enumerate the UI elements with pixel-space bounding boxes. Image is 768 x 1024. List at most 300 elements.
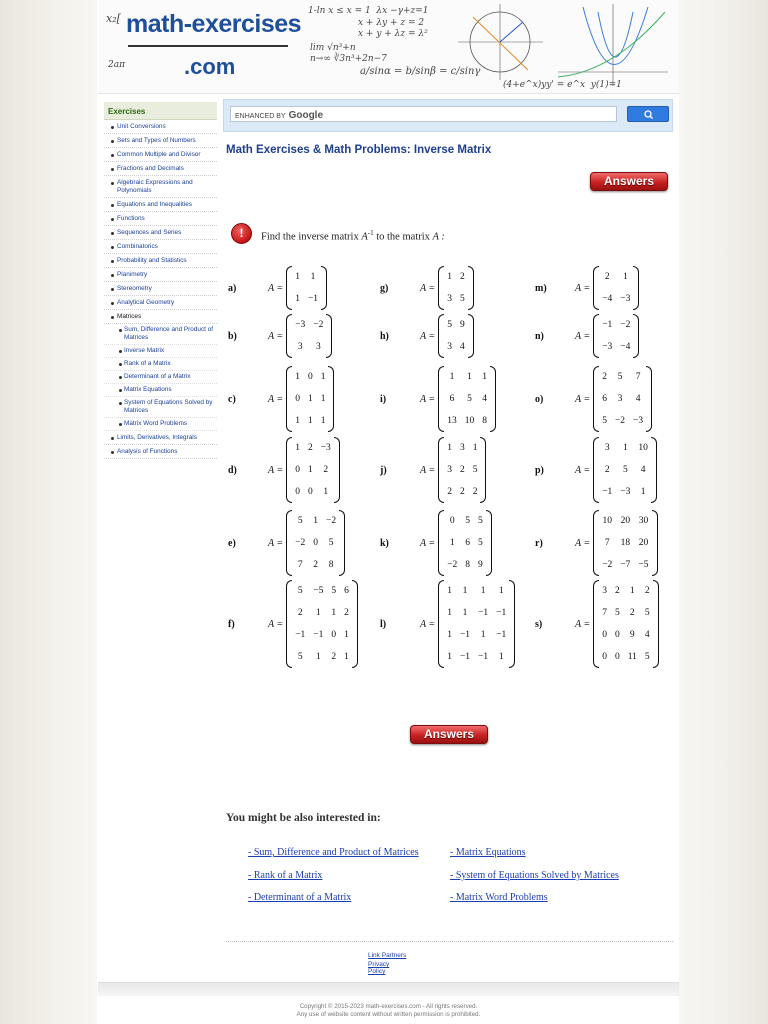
- matrix-cell: −1: [307, 294, 319, 304]
- sidebar-item-label: Probability and Statistics: [117, 257, 187, 264]
- matrix-a-equals: A =: [268, 393, 284, 405]
- matrix-cell: 1: [295, 443, 300, 453]
- unit-circle-sketch: [453, 2, 548, 82]
- matrix-cell: 0: [614, 630, 620, 640]
- matrix: [593, 314, 639, 358]
- matrix-cell: 11: [627, 652, 637, 662]
- bullet-icon: [119, 363, 122, 366]
- matrix-cell: −2: [447, 560, 458, 570]
- matrix-cell: 5: [297, 586, 303, 596]
- sidebar-item-label: Stereometry: [117, 285, 152, 292]
- matrix-cell: 5: [614, 608, 620, 618]
- problem-label: j): [380, 464, 387, 476]
- matrix-cell: 2: [459, 465, 465, 475]
- header-doodle: x + λy + z = 2: [358, 18, 425, 28]
- matrix-a-equals: A =: [575, 618, 591, 630]
- sidebar-subitem-word-problems[interactable]: [104, 418, 217, 431]
- problem-label: r): [535, 537, 543, 549]
- matrix-cell: 3: [602, 586, 607, 596]
- logo-underline: [128, 45, 288, 47]
- matrix-cell: 0: [307, 487, 313, 497]
- matrix: [286, 437, 340, 503]
- matrix-a-equals: A =: [420, 393, 436, 405]
- related-link-matrix-equations[interactable]: - Matrix Equations: [450, 847, 526, 858]
- matrix-cell: 1: [307, 416, 313, 426]
- matrix-cell: 0: [602, 652, 607, 662]
- problem-k: [380, 510, 492, 576]
- sidebar-item-analytical-geometry[interactable]: [104, 296, 217, 310]
- instruction-part: Find the inverse matrix: [261, 231, 362, 243]
- problem-label: m): [535, 282, 547, 294]
- copyright-notice: Any use of website content without written permission is prohibited.: [296, 1011, 481, 1018]
- matrix: [438, 366, 496, 432]
- matrix-cell: 2: [644, 586, 650, 596]
- matrix-cell: 20: [638, 538, 649, 548]
- matrix: [593, 437, 657, 503]
- matrix-cell: 2: [604, 272, 610, 282]
- sidebar-subitem-inverse-matrix[interactable]: [104, 345, 217, 358]
- related-link-word-problems[interactable]: - Matrix Word Problems: [450, 892, 548, 903]
- header-doodle: 1-ln x ≤ x = 1 λx −γ+z=1: [308, 6, 429, 16]
- matrix-cell: 5: [331, 586, 337, 596]
- matrix-cell: 1: [320, 372, 326, 382]
- matrix-a-equals: A =: [268, 464, 284, 476]
- sidebar-item-multiple-divisor[interactable]: [104, 148, 217, 162]
- matrix-cell: 0: [602, 630, 607, 640]
- matrix-cell: 1: [480, 586, 486, 596]
- matrix-cell: 0: [449, 516, 455, 526]
- matrix-cell: 0: [331, 630, 337, 640]
- matrix-cell: 3: [447, 465, 452, 475]
- matrix-cell: −3: [602, 342, 613, 352]
- matrix-cell: 0: [307, 372, 313, 382]
- answers-button-bottom[interactable]: Answers: [410, 725, 488, 744]
- matrix-cell: 5: [478, 538, 483, 548]
- matrix-cell: 5: [617, 372, 623, 382]
- matrix-a-equals: A =: [575, 282, 591, 294]
- matrix-cell: 1: [307, 394, 313, 404]
- matrix-cell: 30: [638, 516, 649, 526]
- problem-r: [535, 510, 658, 576]
- sidebar-subitem-label: System of Equations Solved by Matrices: [124, 399, 213, 414]
- problem-j: [380, 437, 486, 503]
- sidebar-item-algebraic-expressions[interactable]: [104, 176, 217, 198]
- matrix-cell: 7: [602, 608, 607, 618]
- related-link-sum-difference-product[interactable]: - Sum, Difference and Product of Matrices: [248, 847, 419, 858]
- matrix-cell: −1: [602, 320, 613, 330]
- bullet-icon: [119, 329, 122, 332]
- matrix-cell: 1: [482, 372, 487, 382]
- sidebar-item-label: Algebraic Expressions and Polynomials: [117, 179, 193, 194]
- matrix-cell: 1: [449, 372, 455, 382]
- matrix: [438, 580, 515, 668]
- matrix: [286, 314, 332, 358]
- matrix: [286, 266, 327, 310]
- sidebar-item-label: Functions: [117, 215, 145, 222]
- sidebar-item-unit-conversions[interactable]: [104, 120, 217, 134]
- function-graph-sketch: [553, 2, 673, 87]
- site-logo-com[interactable]: .com: [184, 54, 236, 79]
- matrix-cell: 2: [614, 586, 620, 596]
- sidebar-heading: Exercises: [104, 102, 217, 120]
- matrix-cell: 1: [467, 372, 472, 382]
- matrix-cell: 4: [459, 342, 465, 352]
- matrix-cell: 1: [315, 652, 321, 662]
- sidebar: [104, 102, 217, 459]
- sidebar-subitem-label: Matrix Word Problems: [124, 420, 188, 427]
- matrix-a-equals: A =: [268, 282, 284, 294]
- matrix-cell: −2: [295, 538, 306, 548]
- matrix-cell: 1: [307, 465, 313, 475]
- matrix-cell: 10: [638, 443, 648, 453]
- problem-i: [380, 366, 496, 432]
- matrix-cell: 1: [447, 443, 452, 453]
- matrix-cell: 1: [447, 586, 452, 596]
- matrix-cell: 7: [604, 538, 610, 548]
- matrix: [438, 266, 474, 310]
- problem-h: [380, 314, 474, 358]
- header-doodle: (4+e^x)yy' = e^x y(1)=1: [503, 80, 622, 90]
- matrix-cell: 0: [313, 538, 319, 548]
- sidebar-item-analysis[interactable]: [104, 445, 217, 459]
- sidebar-item-label: Analytical Geometry: [117, 299, 175, 306]
- sidebar-subitem-systems-of-equations[interactable]: [104, 397, 217, 418]
- problem-label: s): [535, 618, 543, 630]
- matrix: [593, 266, 639, 310]
- matrix-cell: 1: [447, 608, 452, 618]
- sidebar-subitem-label: Matrix Equations: [124, 386, 172, 393]
- instruction-part: -1: [367, 229, 374, 237]
- matrix-cell: −2: [614, 416, 626, 426]
- header-doodle: 2aπ: [108, 60, 126, 70]
- problem-d: [228, 437, 340, 503]
- link-partners-link[interactable]: Link Partners: [368, 952, 407, 959]
- matrix-cell: 0: [295, 394, 300, 404]
- bullet-icon: [111, 218, 114, 221]
- page: [98, 0, 679, 1024]
- matrix-cell: −1: [295, 630, 306, 640]
- sidebar-subitem-sum-difference-product[interactable]: [104, 324, 217, 345]
- matrix-cell: 2: [602, 372, 607, 382]
- problem-label: k): [380, 537, 389, 549]
- matrix-cell: 6: [449, 394, 455, 404]
- matrix-a-equals: A =: [268, 330, 284, 342]
- problem-label: b): [228, 330, 237, 342]
- matrix-cell: 5: [465, 516, 471, 526]
- matrix-cell: −1: [478, 652, 489, 662]
- sidebar-item-label: Unit Conversions: [117, 123, 166, 130]
- search-input[interactable]: [230, 106, 617, 122]
- sidebar-item-label: Sets and Types of Numbers: [117, 137, 196, 144]
- matrix-cell: 1: [310, 272, 316, 282]
- sidebar-item-planimetry[interactable]: [104, 268, 217, 282]
- matrix-cell: 1: [472, 443, 478, 453]
- problem-label: a): [228, 282, 237, 294]
- matrix-cell: −3: [320, 443, 331, 453]
- sidebar-item-label: Limits, Derivatives, Integrals: [117, 434, 197, 441]
- matrix-cell: 3: [447, 342, 452, 352]
- google-logo: Google: [288, 110, 324, 121]
- matrix-cell: 1: [331, 608, 337, 618]
- sidebar-item-probability[interactable]: [104, 254, 217, 268]
- sidebar-item-functions[interactable]: [104, 212, 217, 226]
- matrix-cell: −4: [620, 342, 631, 352]
- matrix-cell: −2: [620, 320, 631, 330]
- problem-label: g): [380, 282, 389, 294]
- matrix-cell: 7: [635, 372, 641, 382]
- sidebar-item-label: Fractions and Decimals: [117, 165, 184, 172]
- problem-label: f): [228, 618, 235, 630]
- related-title: You might be also interested in:: [226, 812, 381, 824]
- matrix: [593, 510, 657, 576]
- matrix-cell: 3: [459, 443, 465, 453]
- sidebar-item-sets-and-numbers[interactable]: [104, 134, 217, 148]
- matrix-a-equals: A =: [268, 537, 284, 549]
- matrix-cell: 1: [344, 652, 349, 662]
- matrix-a-equals: A =: [268, 618, 284, 630]
- sidebar-item-limits[interactable]: [104, 431, 217, 445]
- matrix-cell: −1: [496, 608, 507, 618]
- header-doodle: x + y + λz = λ²: [358, 29, 428, 39]
- matrix-a-equals: A =: [420, 330, 436, 342]
- matrix: [438, 437, 486, 503]
- matrix-cell: 0: [614, 652, 620, 662]
- sidebar-subitem-rank[interactable]: [104, 358, 217, 371]
- problem-label: h): [380, 330, 389, 342]
- sidebar-subitem-label: Inverse Matrix: [124, 347, 165, 354]
- matrix-cell: 6: [344, 586, 349, 596]
- bullet-icon: [111, 260, 114, 263]
- problem-s: [535, 580, 659, 668]
- bullet-icon: [111, 168, 114, 171]
- instruction-part: A: [361, 231, 368, 243]
- sidebar-item-sequences[interactable]: [104, 226, 217, 240]
- header-doodle: lim √n³+n: [310, 43, 356, 53]
- matrix-cell: 2: [323, 465, 329, 475]
- matrix-cell: 1: [447, 652, 452, 662]
- matrix-cell: 8: [482, 416, 487, 426]
- matrix-cell: 5: [472, 465, 478, 475]
- sidebar-item-combinatorics[interactable]: [104, 240, 217, 254]
- matrix-cell: 2: [344, 608, 349, 618]
- matrix-cell: 4: [644, 630, 650, 640]
- problem-label: p): [535, 464, 544, 476]
- matrix: [593, 366, 652, 432]
- bullet-icon: [111, 232, 114, 235]
- matrix-cell: −1: [602, 487, 613, 497]
- matrix-cell: −1: [313, 630, 324, 640]
- matrix-cell: −1: [478, 608, 489, 618]
- matrix-cell: −5: [638, 560, 649, 570]
- matrix-cell: 2: [297, 608, 303, 618]
- problem-c: [228, 366, 334, 432]
- matrix-cell: 1: [315, 608, 321, 618]
- matrix-cell: 5: [297, 516, 303, 526]
- matrix-cell: 3: [604, 443, 610, 453]
- matrix-cell: −2: [602, 560, 613, 570]
- search-button[interactable]: [627, 106, 669, 122]
- header-doodle: x₂[: [106, 12, 121, 25]
- bullet-icon: [111, 154, 114, 157]
- matrix-cell: 1: [629, 586, 635, 596]
- bullet-icon: [111, 204, 114, 207]
- matrix-cell: 2: [313, 560, 319, 570]
- matrix-cell: 2: [459, 272, 465, 282]
- matrix-cell: −3: [620, 294, 631, 304]
- answers-button-top[interactable]: Answers: [590, 172, 668, 191]
- matrix-cell: 13: [447, 416, 457, 426]
- sidebar-item-label: Matrices: [117, 313, 142, 320]
- bullet-icon: [119, 402, 122, 405]
- matrix-a-equals: A =: [420, 618, 436, 630]
- sidebar-subitem-label: Determinant of a Matrix: [124, 373, 191, 380]
- matrix-cell: −4: [602, 294, 613, 304]
- related-link-systems-of-equations[interactable]: - System of Equations Solved by Matrices: [450, 870, 619, 881]
- bullet-icon: [111, 451, 114, 454]
- search-bar: [223, 99, 673, 132]
- instruction-part: to the matrix: [373, 231, 433, 243]
- instruction-text: [261, 229, 445, 243]
- matrix-cell: 0: [295, 487, 300, 497]
- matrix-cell: 9: [459, 320, 465, 330]
- bullet-icon: [111, 316, 114, 319]
- matrix-cell: 4: [482, 394, 487, 404]
- matrix-cell: 5: [467, 394, 472, 404]
- matrix-cell: 4: [640, 465, 646, 475]
- matrix-cell: 3: [315, 342, 321, 352]
- page-title: Math Exercises & Math Problems: Inverse Matrix: [226, 144, 492, 156]
- search-icon: [628, 107, 670, 123]
- copyright-text: Copyright © 2015-2023 math-exercises.com - All rights reserved.: [299, 1003, 478, 1010]
- sidebar-subitem-label: Rank of a Matrix: [124, 360, 171, 367]
- divider: [226, 941, 673, 942]
- sidebar-item-label: Combinatorics: [117, 243, 158, 250]
- matrix-cell: 1: [462, 608, 468, 618]
- matrix-cell: 1: [320, 394, 326, 404]
- privacy-policy-link[interactable]: Privacy Policy: [368, 961, 390, 975]
- matrix: [593, 580, 658, 668]
- matrix-cell: −2: [326, 516, 337, 526]
- bullet-icon: [111, 140, 114, 143]
- bullet-icon: [111, 126, 114, 129]
- matrix-cell: 20: [620, 516, 631, 526]
- matrix-cell: 1: [498, 652, 504, 662]
- matrix-cell: −1: [459, 630, 471, 640]
- matrix-a-equals: A =: [575, 393, 591, 405]
- matrix-cell: 2: [459, 487, 465, 497]
- matrix-cell: 1: [323, 487, 329, 497]
- matrix-cell: −2: [313, 320, 324, 330]
- matrix-cell: 1: [295, 294, 300, 304]
- matrix-cell: 1: [344, 630, 349, 640]
- matrix-cell: 1: [295, 372, 300, 382]
- matrix: [286, 510, 345, 576]
- matrix-cell: −3: [633, 416, 644, 426]
- matrix-cell: 2: [331, 652, 337, 662]
- related-link-determinant[interactable]: - Determinant of a Matrix: [248, 892, 352, 903]
- matrix-cell: 1: [449, 538, 455, 548]
- site-header: [98, 0, 679, 94]
- matrix-cell: 1: [295, 416, 300, 426]
- sidebar-item-matrices[interactable]: [104, 310, 217, 324]
- matrix-cell: 1: [462, 586, 468, 596]
- bullet-icon: [119, 376, 122, 379]
- matrix-cell: 0: [295, 465, 300, 475]
- matrix-cell: 6: [602, 394, 607, 404]
- matrix-cell: 2: [604, 465, 610, 475]
- problem-g: [380, 266, 474, 310]
- site-logo[interactable]: math-exercises: [126, 10, 302, 38]
- header-doodle: n→∞ ∛3n³+2n−7: [310, 54, 387, 64]
- problem-l: [380, 580, 515, 668]
- matrix-cell: 1: [640, 487, 646, 497]
- matrix-cell: 8: [465, 560, 471, 570]
- sidebar-item-stereometry[interactable]: [104, 282, 217, 296]
- matrix-a-equals: A =: [575, 537, 591, 549]
- matrix-cell: −1: [459, 652, 471, 662]
- matrix-cell: 4: [635, 394, 641, 404]
- matrix: [438, 510, 492, 576]
- matrix-cell: 6: [465, 538, 471, 548]
- instruction-part: A :: [432, 231, 445, 243]
- sidebar-subitem-matrix-equations[interactable]: [104, 384, 217, 397]
- exclamation-icon: !: [231, 223, 252, 244]
- matrix-cell: 3: [617, 394, 623, 404]
- matrix-cell: 1: [447, 272, 452, 282]
- problem-f: [228, 580, 358, 668]
- matrix-cell: 5: [602, 416, 607, 426]
- bullet-icon: [111, 302, 114, 305]
- matrix-cell: 2: [307, 443, 313, 453]
- matrix: [286, 580, 358, 668]
- problem-o: [535, 366, 652, 432]
- sidebar-subitem-label: Sum, Difference and Product of Matrices: [124, 326, 214, 341]
- problem-label: d): [228, 464, 237, 476]
- matrix-cell: 1: [320, 416, 326, 426]
- bullet-icon: [111, 182, 114, 185]
- problem-e: [228, 510, 345, 576]
- matrix: [286, 366, 334, 432]
- matrix-cell: 2: [447, 487, 452, 497]
- matrix-cell: 1: [295, 272, 300, 282]
- matrix-cell: 9: [629, 630, 635, 640]
- matrix-cell: 10: [602, 516, 612, 526]
- bullet-icon: [111, 437, 114, 440]
- sidebar-item-fractions[interactable]: [104, 162, 217, 176]
- footer-bar: [98, 982, 679, 996]
- matrix-cell: −5: [313, 586, 324, 596]
- sidebar-subitem-determinant[interactable]: [104, 371, 217, 384]
- bullet-icon: [119, 389, 122, 392]
- problem-n: [535, 314, 639, 358]
- matrix: [438, 314, 474, 358]
- sidebar-item-equations[interactable]: [104, 198, 217, 212]
- problem-a: [228, 266, 327, 310]
- sidebar-item-label: Planimetry: [117, 271, 148, 278]
- matrix-cell: 7: [297, 560, 303, 570]
- sidebar-item-label: Equations and Inequalities: [117, 201, 192, 208]
- matrix-cell: 5: [478, 516, 483, 526]
- matrix-cell: 5: [644, 608, 650, 618]
- matrix-cell: 3: [297, 342, 303, 352]
- matrix-cell: 10: [464, 416, 475, 426]
- problem-label: e): [228, 537, 236, 549]
- bullet-icon: [111, 246, 114, 249]
- problem-m: [535, 266, 639, 310]
- matrix-cell: −1: [496, 630, 507, 640]
- matrix-cell: 2: [472, 487, 478, 497]
- related-link-rank[interactable]: - Rank of a Matrix: [248, 870, 323, 881]
